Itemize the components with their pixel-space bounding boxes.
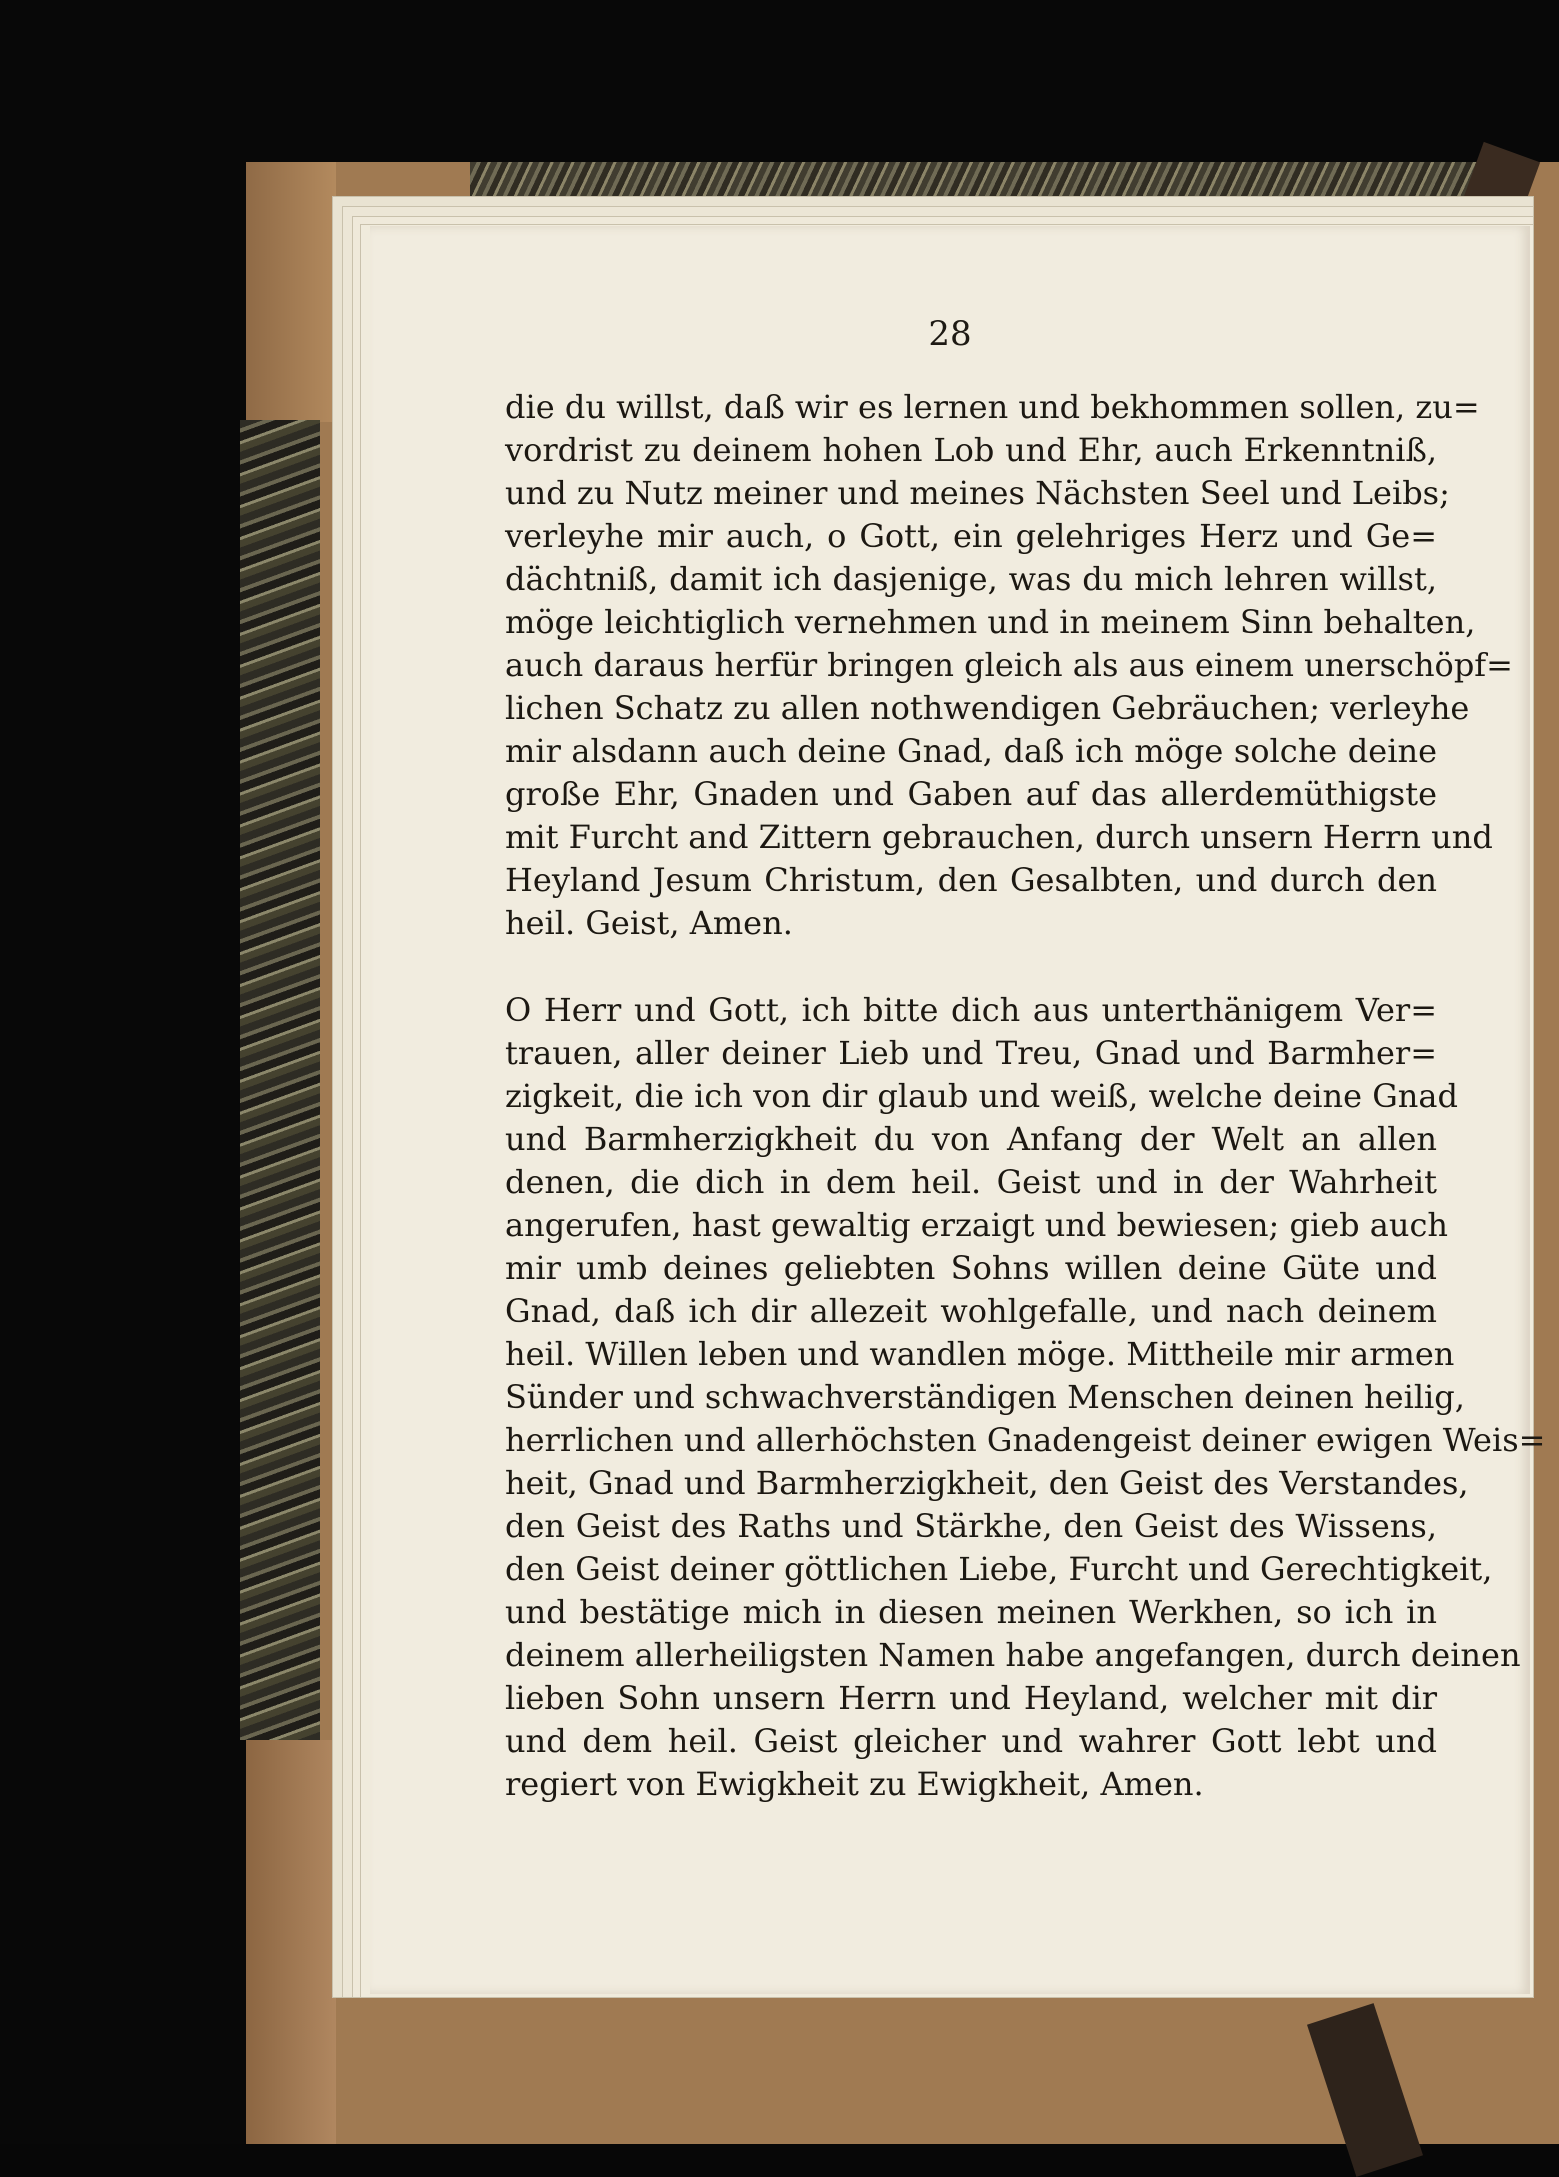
text-line: denen, die dich in dem heil. Geist und in der Wahrheit: [505, 1163, 1437, 1201]
text-line: trauen, aller deiner Lieb und Treu, Gnad und Barmher=: [505, 1034, 1437, 1072]
leather-spine-top: [246, 162, 336, 422]
text-line: heit, Gnad und Barmherzigkheit, den Geist des Verstandes,: [505, 1464, 1469, 1502]
text-line: heil. Geist, Amen.: [505, 904, 793, 942]
text-line: O Herr und Gott, ich bitte dich aus unterthänigem Ver=: [505, 991, 1437, 1029]
text-line: den Geist des Raths und Stärkhe, den Geist des Wissens,: [505, 1507, 1437, 1545]
text-line: vordrist zu deinem hohen Lob und Ehr, auch Erkenntniß,: [505, 431, 1437, 469]
text-line: und dem heil. Geist gleicher und wahrer Gott lebt und: [505, 1722, 1437, 1760]
page-text: [505, 386, 1546, 1806]
text-line: herrlichen und allerhöchsten Gnadengeist deiner ewigen Weis=: [505, 1421, 1546, 1459]
text-line: mir umb deines geliebten Sohns willen deine Güte und: [505, 1249, 1437, 1287]
text-line: deinem allerheiligsten Namen habe angefangen, durch deinen: [505, 1636, 1521, 1674]
text-line: zigkeit, die ich von dir glaub und weiß, welche deine Gnad: [505, 1077, 1458, 1115]
text-line: auch daraus herfür bringen gleich als aus einem unerschöpf=: [505, 646, 1513, 684]
text-line: Heyland Jesum Christum, den Gesalbten, und durch den: [505, 861, 1437, 899]
text-line: angerufen, hast gewaltig erzaigt und bewiesen; gieb auch: [505, 1206, 1448, 1244]
text-line: und zu Nutz meiner und meines Nächsten Seel und Leibs;: [505, 474, 1450, 512]
text-line: mir alsdann auch deine Gnad, daß ich möge solche deine: [505, 732, 1437, 770]
paragraph-gap: [505, 945, 1437, 989]
text-line: dächtniß, damit ich dasjenige, was du mich lehren willst,: [505, 560, 1437, 598]
text-line: lichen Schatz zu allen nothwendigen Gebräuchen; verleyhe: [505, 689, 1470, 727]
text-line: Sünder und schwachverständigen Menschen deinen heilig,: [505, 1378, 1465, 1416]
text-line: regiert von Ewigkheit zu Ewigkheit, Amen.: [505, 1765, 1204, 1803]
text-line: verleyhe mir auch, o Gott, ein gelehriges Herz und Ge=: [505, 517, 1437, 555]
marbled-cover-side: [240, 420, 320, 1740]
text-line: die du willst, daß wir es lernen und bekhommen sollen, zu=: [505, 388, 1480, 426]
text-line: den Geist deiner göttlichen Liebe, Furcht und Gerechtigkeit,: [505, 1550, 1493, 1588]
leather-spine-bottom: [246, 1740, 336, 2144]
text-line: und bestätige mich in diesen meinen Werkhen, so ich in: [505, 1593, 1437, 1631]
book-page: [370, 226, 1546, 1994]
text-line: und Barmherzigkheit du von Anfang der Welt an allen: [505, 1120, 1437, 1158]
text-line: lieben Sohn unsern Herrn und Heyland, welcher mit dir: [505, 1679, 1437, 1717]
text-line: Gnad, daß ich dir allezeit wohlgefalle, und nach deinem: [505, 1292, 1437, 1330]
paragraph: [505, 989, 1546, 1806]
text-line: möge leichtiglich vernehmen und in meinem Sinn behalten,: [505, 603, 1476, 641]
text-line: heil. Willen leben und wandlen möge. Mittheile mir armen: [505, 1335, 1455, 1373]
page-number: 28: [928, 314, 972, 354]
paragraph: [505, 386, 1513, 945]
text-line: große Ehr, Gnaden und Gaben auf das allerdemüthigste: [505, 775, 1437, 813]
text-line: mit Furcht and Zittern gebrauchen, durch unsern Herrn und: [505, 818, 1493, 856]
